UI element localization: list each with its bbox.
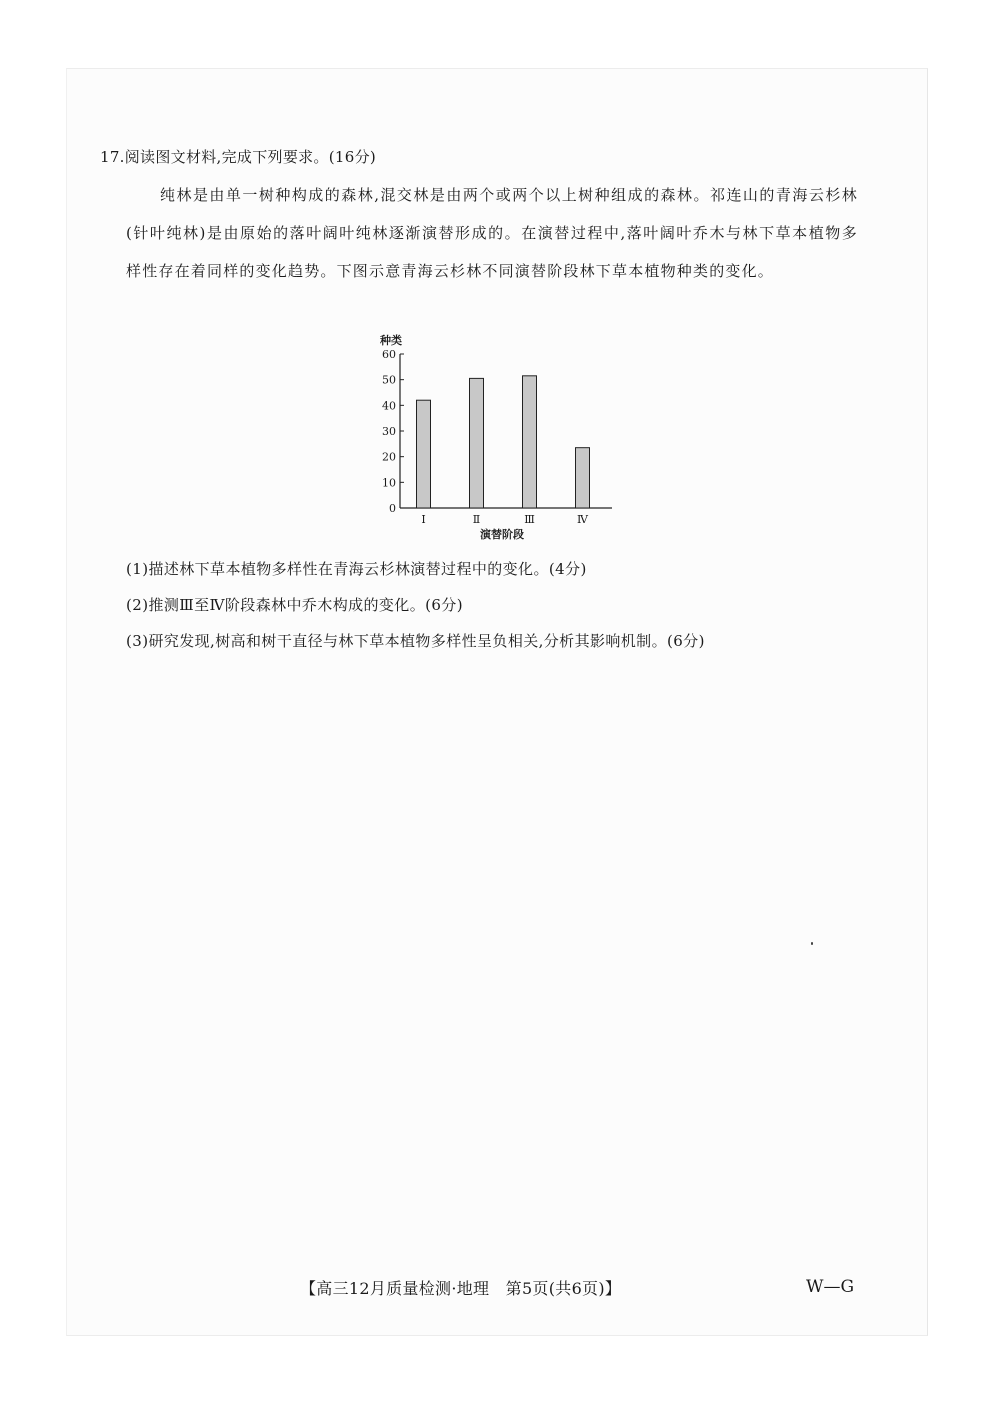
- bar-stage-3: [523, 376, 537, 508]
- x-tick-label: Ⅱ: [472, 513, 481, 526]
- bar-stage-2: [470, 378, 484, 508]
- question-passage: [126, 176, 858, 290]
- x-tick-label: Ⅲ: [524, 513, 535, 526]
- y-tick-label: 60: [382, 348, 396, 361]
- question-title: 17.阅读图文材料,完成下列要求。(16分): [100, 148, 377, 166]
- footer-code: W—G: [806, 1277, 855, 1297]
- bar-chart: [350, 326, 620, 546]
- passage-text: 纯林是由单一树种构成的森林,混交林是由两个或两个以上树种组成的森林。祁连山的青海云杉林(针叶纯林)是由原始的落叶阔叶纯林逐渐演替形成的。在演替过程中,落叶阔叶乔木与林下草本植物多样性存在着同样的变化趋势。下图示意青海云杉林不同演替阶段林下草本植物种类的变化。: [126, 186, 858, 280]
- y-tick-label: 30: [382, 425, 396, 438]
- y-tick-label: 20: [382, 450, 396, 464]
- y-tick-label: 40: [382, 399, 396, 413]
- y-axis-title: 种类: [380, 334, 402, 347]
- bar-stage-4: [576, 448, 590, 508]
- sub-question-2: (2)推测Ⅲ至Ⅳ阶段森林中乔木构成的变化。(6分): [126, 596, 463, 614]
- x-tick-label: Ⅳ: [577, 513, 588, 526]
- sub-question-1: (1)描述林下草本植物多样性在青海云杉林演替过程中的变化。(4分): [126, 560, 587, 578]
- sub-question-3: (3)研究发现,树高和树干直径与林下草本植物多样性呈负相关,分析其影响机制。(6分): [126, 632, 705, 650]
- scan-speck: [811, 942, 813, 945]
- y-tick-label: 10: [382, 476, 396, 490]
- y-tick-label: 50: [382, 373, 396, 387]
- page-footer: 【高三12月质量检测·地理 第5页(共6页)】: [300, 1279, 622, 1298]
- x-axis-title: 演替阶段: [480, 528, 524, 541]
- x-tick-label: Ⅰ: [421, 513, 426, 526]
- bar-stage-1: [417, 400, 431, 508]
- y-tick-label: 0: [389, 502, 396, 515]
